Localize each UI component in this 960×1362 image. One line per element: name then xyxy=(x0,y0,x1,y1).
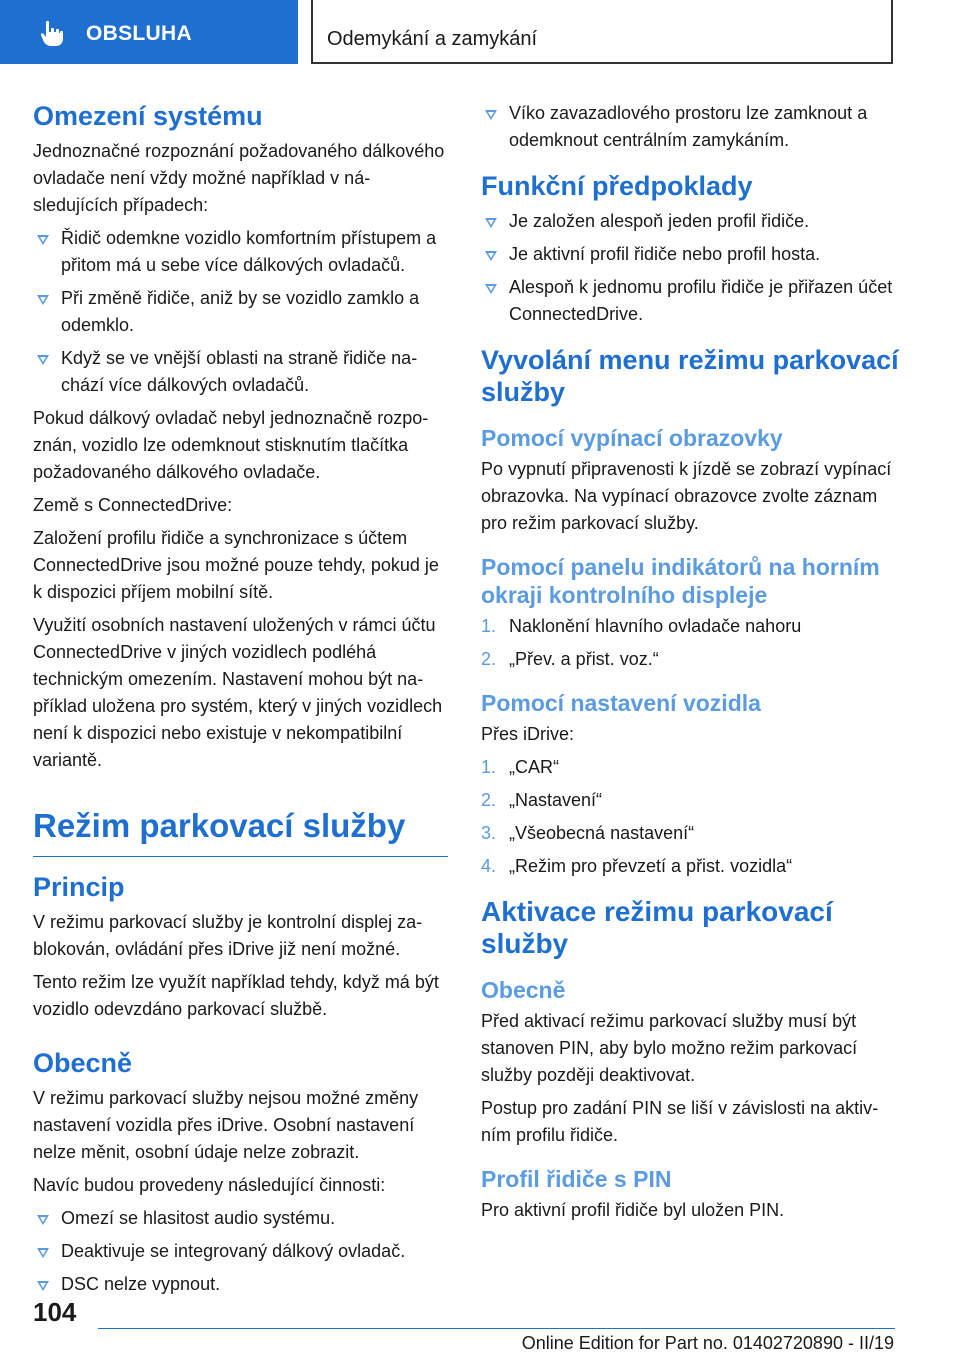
triangle-bullet-icon xyxy=(485,251,497,261)
list-item: Je aktivní profil řidiče nebo profil hosta. xyxy=(481,241,901,268)
page-number: 104 xyxy=(33,1297,77,1327)
list-item: Při změně řidiče, aniž by se vozidlo zamklo a odemklo. xyxy=(33,285,448,339)
right-column xyxy=(481,100,901,1230)
step-item: 1. Naklonění hlavního ovladače nahoru xyxy=(481,616,802,636)
paragraph: Využití osobních nastavení uložených v rámci účtu ConnectedDrive v jiných vozidlech podléhá technickým omezením. Nastavení mohou být například uložena pro systém, který v jiných vozidlech není k dispozici nebo existuje v nekompatibilní variantě. xyxy=(33,615,443,770)
paragraph: V režimu parkovací služby je kontrolní displej zablokován, ovládání přes iDrive již není možné. xyxy=(33,912,423,959)
paragraph: Před aktivací režimu parkovací služby musí být stanoven PIN, aby bylo možno režim parkovací služby později deaktivovat. xyxy=(481,1011,858,1085)
left-column xyxy=(33,100,448,1304)
subheading: Pomocí nastavení vozidla xyxy=(481,690,761,716)
heading-obecne: Obecně xyxy=(33,1048,133,1078)
paragraph: Založení profilu řidiče a synchronizace s účtem ConnectedDrive jsou možné pouze tehdy, pokud je k dispozici příjem mobilní sítě. xyxy=(33,528,439,602)
chapter-title: Odemykání a zamykání xyxy=(327,28,538,50)
list-item: Řidič odemkne vozidlo komfortním přístupem a přitom má u sebe více dálkových ovladačů. xyxy=(33,225,448,279)
list-item: Deaktivuje se integrovaný dálkový ovladač. xyxy=(33,1238,448,1265)
heading-vyvolani: Vyvolání menu režimu parkovací služby xyxy=(481,345,899,407)
step-item: 2. „Přev. a přist. voz.“ xyxy=(481,649,659,669)
paragraph: Navíc budou provedeny následující činnosti: xyxy=(33,1175,386,1195)
triangle-bullet-icon xyxy=(37,355,49,365)
section-tab[interactable] xyxy=(0,0,298,64)
subheading: Pomocí panelu indikátorů na horním okraji kontrolního displeje xyxy=(481,554,880,608)
hand-pointer-icon xyxy=(38,18,68,48)
step-item: 1. „CAR“ xyxy=(481,757,559,777)
list-item: Když se ve vnější oblasti na straně řidiče nachází více dálkových ovladačů. xyxy=(33,345,448,399)
list-item: Alespoň k jednomu profilu řidiče je přiřazen účet ConnectedDrive. xyxy=(481,274,901,328)
heading-omezeni: Omezení systému xyxy=(33,101,263,131)
footer-divider xyxy=(98,1328,895,1329)
heading-funkcni: Funkční předpoklady xyxy=(481,171,753,201)
paragraph: Země s ConnectedDrive: xyxy=(33,495,233,515)
step-item: 3. „Všeobecná nastavení“ xyxy=(481,823,695,843)
paragraph: V režimu parkovací služby nejsou možné změny nastavení vozidla přes iDrive. Osobní nastavení nelze měnit, osobní údaje nelze zobrazit. xyxy=(33,1088,419,1162)
heading-princip: Princip xyxy=(33,872,125,902)
edition-link[interactable]: Online Edition for Part no. 01402720890 - II/19 xyxy=(521,1333,894,1353)
triangle-bullet-icon xyxy=(485,284,497,294)
triangle-bullet-icon xyxy=(37,295,49,305)
heading-rezim: Režim parkovací služby xyxy=(33,806,448,857)
subheading: Pomocí vypínací obrazovky xyxy=(481,425,783,451)
subheading: Obecně xyxy=(481,977,566,1003)
step-item: 4. „Režim pro převzetí a přist. vozidla“ xyxy=(481,856,793,876)
paragraph: Tento režim lze využít například tehdy, když má být vozidlo odevzdáno parkovací službě. xyxy=(33,972,439,1019)
paragraph: Po vypnutí připravenosti k jízdě se zobrazí vypínací obrazovka. Na vypínací obrazovce zvolte záznam pro režim parkovací služby. xyxy=(481,459,892,533)
heading-aktivace: Aktivace režimu parkovací služby xyxy=(481,896,833,959)
triangle-bullet-icon xyxy=(485,110,497,120)
paragraph: Pro aktivní profil řidiče byl uložen PIN. xyxy=(481,1200,785,1220)
triangle-bullet-icon xyxy=(485,218,497,228)
paragraph: Postup pro zadání PIN se liší v závislosti na aktivním profilu řidiče. xyxy=(481,1098,879,1145)
step-item: 2. „Nastavení“ xyxy=(481,790,603,810)
triangle-bullet-icon xyxy=(37,1248,49,1258)
list-item: Víko zavazadlového prostoru lze zamknout a odemknout centrálním zamykáním. xyxy=(481,100,901,154)
subheading: Profil řidiče s PIN xyxy=(481,1166,672,1192)
paragraph: Přes iDrive: xyxy=(481,724,575,744)
triangle-bullet-icon xyxy=(37,235,49,245)
paragraph: Jednoznačné rozpoznání požadovaného dálkového ovladače není vždy možné například v následujících případech: xyxy=(33,141,445,215)
section-label: OBSLUHA xyxy=(86,22,192,45)
paragraph: Pokud dálkový ovladač nebyl jednoznačně rozpoznán, vozidlo lze odemknout stisknutím tlačítka požadovaného dálkového ovladače. xyxy=(33,408,429,482)
triangle-bullet-icon xyxy=(37,1215,49,1225)
list-item: Je založen alespoň jeden profil řidiče. xyxy=(481,208,901,235)
list-item: DSC nelze vypnout. xyxy=(33,1271,448,1298)
chapter-header xyxy=(311,0,893,64)
triangle-bullet-icon xyxy=(37,1281,49,1291)
list-item: Omezí se hlasitost audio systému. xyxy=(33,1205,448,1232)
